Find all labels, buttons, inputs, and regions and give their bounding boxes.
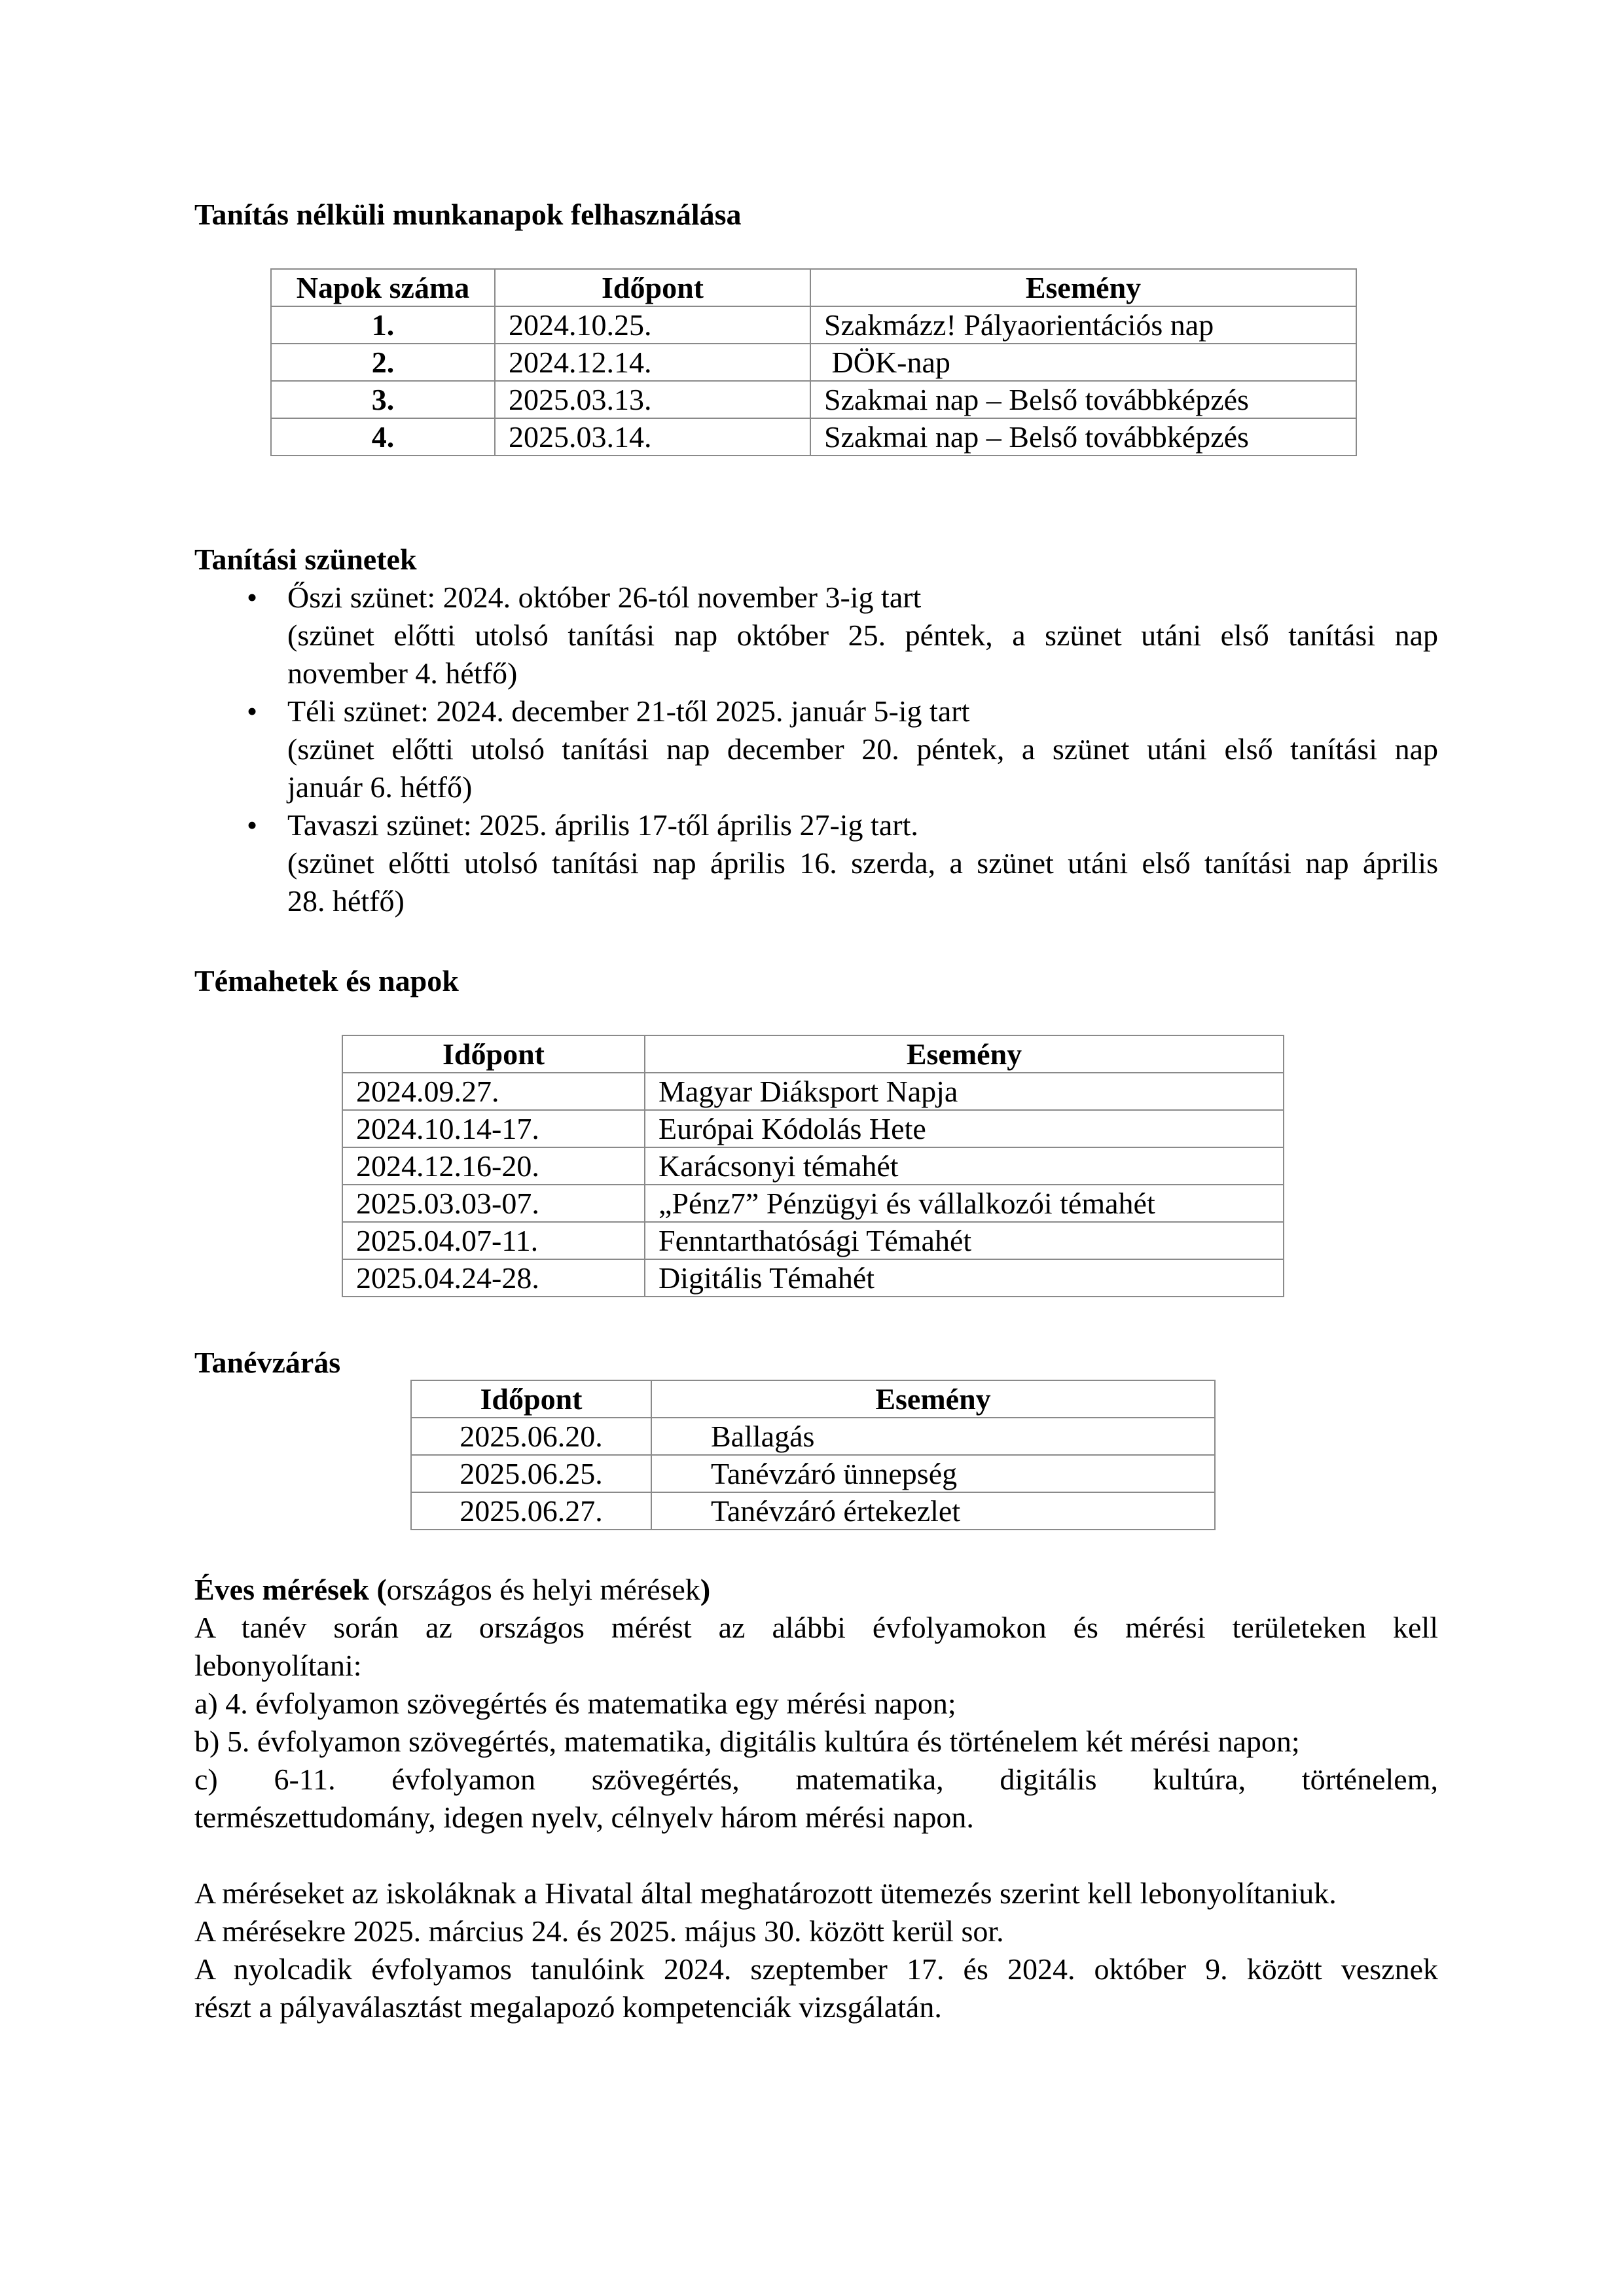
column-header: Időpont (342, 1035, 645, 1073)
column-header: Esemény (810, 269, 1356, 306)
table-cell: 2. (271, 344, 495, 381)
table-cell: 2025.06.27. (411, 1492, 651, 1530)
break-detail: (szünet előtti utolsó tanítási nap április 16. szerda, a szünet utáni első tanítási nap április (287, 846, 1438, 880)
section-title-workdays: Tanítás nélküli munkanapok felhasználása (194, 198, 742, 231)
table-row (271, 418, 1356, 456)
workdays-table (270, 268, 1357, 456)
table-header-row (342, 1035, 1284, 1073)
paragraph-line: lebonyolítani: (194, 1649, 362, 1682)
break-detail: január 6. hétfő) (287, 770, 473, 804)
paragraph-line: természettudomány, idegen nyelv, célnyelv három mérési napon. (194, 1801, 974, 1834)
table-row (342, 1222, 1284, 1259)
column-header: Esemény (651, 1380, 1215, 1418)
table-cell: Szakmai nap – Belső továbbképzés (810, 381, 1356, 418)
title-bold-part: Éves mérések ( (194, 1573, 387, 1606)
paragraph-line: b) 5. évfolyamon szövegértés, matematika, digitális kultúra és történelem két mérési napon; (194, 1725, 1300, 1758)
table-cell: Szakmázz! Pályaorientációs nap (810, 306, 1356, 344)
paragraph-line: a) 4. évfolyamon szövegértés és matematika egy mérési napon; (194, 1687, 956, 1720)
bullet-icon: • (247, 808, 258, 842)
theme-weeks-table (342, 1035, 1284, 1297)
table-cell: 1. (271, 306, 495, 344)
table-cell: 4. (271, 418, 495, 456)
table-cell: DÖK-nap (810, 344, 1356, 381)
break-detail: (szünet előtti utolsó tanítási nap december 20. péntek, a szünet utáni első tanítási nap (287, 732, 1438, 766)
section-title-theme-weeks: Témahetek és napok (194, 964, 459, 997)
paragraph-line: A méréseket az iskoláknak a Hivatal által meghatározott ütemezés szerint kell lebonyolítaniuk. (194, 1876, 1337, 1910)
table-cell: 2025.06.20. (411, 1418, 651, 1455)
table-row (342, 1185, 1284, 1222)
paragraph-line: részt a pályaválasztást megalapozó kompetenciák vizsgálatán. (194, 1990, 942, 2024)
title-normal-part: országos és helyi mérések (386, 1573, 700, 1606)
list-item (194, 692, 1438, 806)
table-cell: 2025.06.25. (411, 1455, 651, 1492)
table-row (271, 344, 1356, 381)
table-cell: 2025.03.14. (495, 418, 810, 456)
table-cell: Európai Kódolás Hete (645, 1110, 1284, 1147)
year-end-table (410, 1380, 1216, 1530)
table-row (271, 381, 1356, 418)
break-main: Téli szünet: 2024. december 21-től 2025. január 5-ig tart (287, 694, 970, 728)
table-cell: „Pénz7” Pénzügyi és vállalkozói témahét (645, 1185, 1284, 1222)
section-title-breaks: Tanítási szünetek (194, 543, 417, 576)
table-cell: Ballagás (651, 1418, 1215, 1455)
title-bold-part: ) (700, 1573, 711, 1606)
table-cell: 2025.03.03-07. (342, 1185, 645, 1222)
table-cell: 2024.12.16-20. (342, 1147, 645, 1185)
table-cell: 2024.09.27. (342, 1073, 645, 1110)
table-row (271, 306, 1356, 344)
table-row (411, 1455, 1215, 1492)
table-row (342, 1147, 1284, 1185)
table-cell: Digitális Témahét (645, 1259, 1284, 1297)
bullet-icon: • (247, 581, 258, 614)
table-cell: Szakmai nap – Belső továbbképzés (810, 418, 1356, 456)
table-header-row (271, 269, 1356, 306)
measurements-body (194, 1609, 1438, 2026)
table-row (411, 1492, 1215, 1530)
break-detail: 28. hétfő) (287, 884, 405, 918)
table-cell: 3. (271, 381, 495, 418)
table-row (411, 1418, 1215, 1455)
break-detail: (szünet előtti utolsó tanítási nap október 25. péntek, a szünet utáni első tanítási nap (287, 619, 1438, 652)
table-cell: Tanévzáró ünnepség (651, 1455, 1215, 1492)
paragraph-line: A mérésekre 2025. március 24. és 2025. május 30. között kerül sor. (194, 1914, 1004, 1948)
paragraph-line: A tanév során az országos mérést az alábbi évfolyamokon és mérési területeken kell (194, 1611, 1438, 1644)
table-cell: Fenntarthatósági Témahét (645, 1222, 1284, 1259)
table-row (342, 1110, 1284, 1147)
bullet-icon: • (247, 694, 258, 728)
list-item (194, 806, 1438, 920)
table-cell: 2025.03.13. (495, 381, 810, 418)
table-cell: 2024.10.25. (495, 306, 810, 344)
paragraph-line: A nyolcadik évfolyamos tanulóink 2024. szeptember 17. és 2024. október 9. között vesznek (194, 1952, 1438, 1986)
column-header: Időpont (411, 1380, 651, 1418)
break-main: Őszi szünet: 2024. október 26-tól november 3-ig tart (287, 581, 922, 614)
column-header: Napok száma (271, 269, 495, 306)
table-cell: Magyar Diáksport Napja (645, 1073, 1284, 1110)
table-cell: 2024.10.14-17. (342, 1110, 645, 1147)
break-main: Tavaszi szünet: 2025. április 17-től április 27-ig tart. (287, 808, 918, 842)
table-cell: 2025.04.07-11. (342, 1222, 645, 1259)
breaks-list (194, 579, 1438, 920)
section-title-measurements (194, 1571, 710, 1609)
break-detail: november 4. hétfő) (287, 656, 518, 690)
list-item (194, 579, 1438, 692)
table-cell: 2024.12.14. (495, 344, 810, 381)
column-header: Időpont (495, 269, 810, 306)
column-header: Esemény (645, 1035, 1284, 1073)
paragraph-line: c) 6-11. évfolyamon szövegértés, matematika, digitális kultúra, történelem, (194, 1763, 1438, 1796)
table-cell: Karácsonyi témahét (645, 1147, 1284, 1185)
table-row (342, 1073, 1284, 1110)
table-row (342, 1259, 1284, 1297)
table-cell: Tanévzáró értekezlet (651, 1492, 1215, 1530)
table-header-row (411, 1380, 1215, 1418)
section-title-year-end: Tanévzárás (194, 1346, 341, 1379)
table-cell: 2025.04.24-28. (342, 1259, 645, 1297)
